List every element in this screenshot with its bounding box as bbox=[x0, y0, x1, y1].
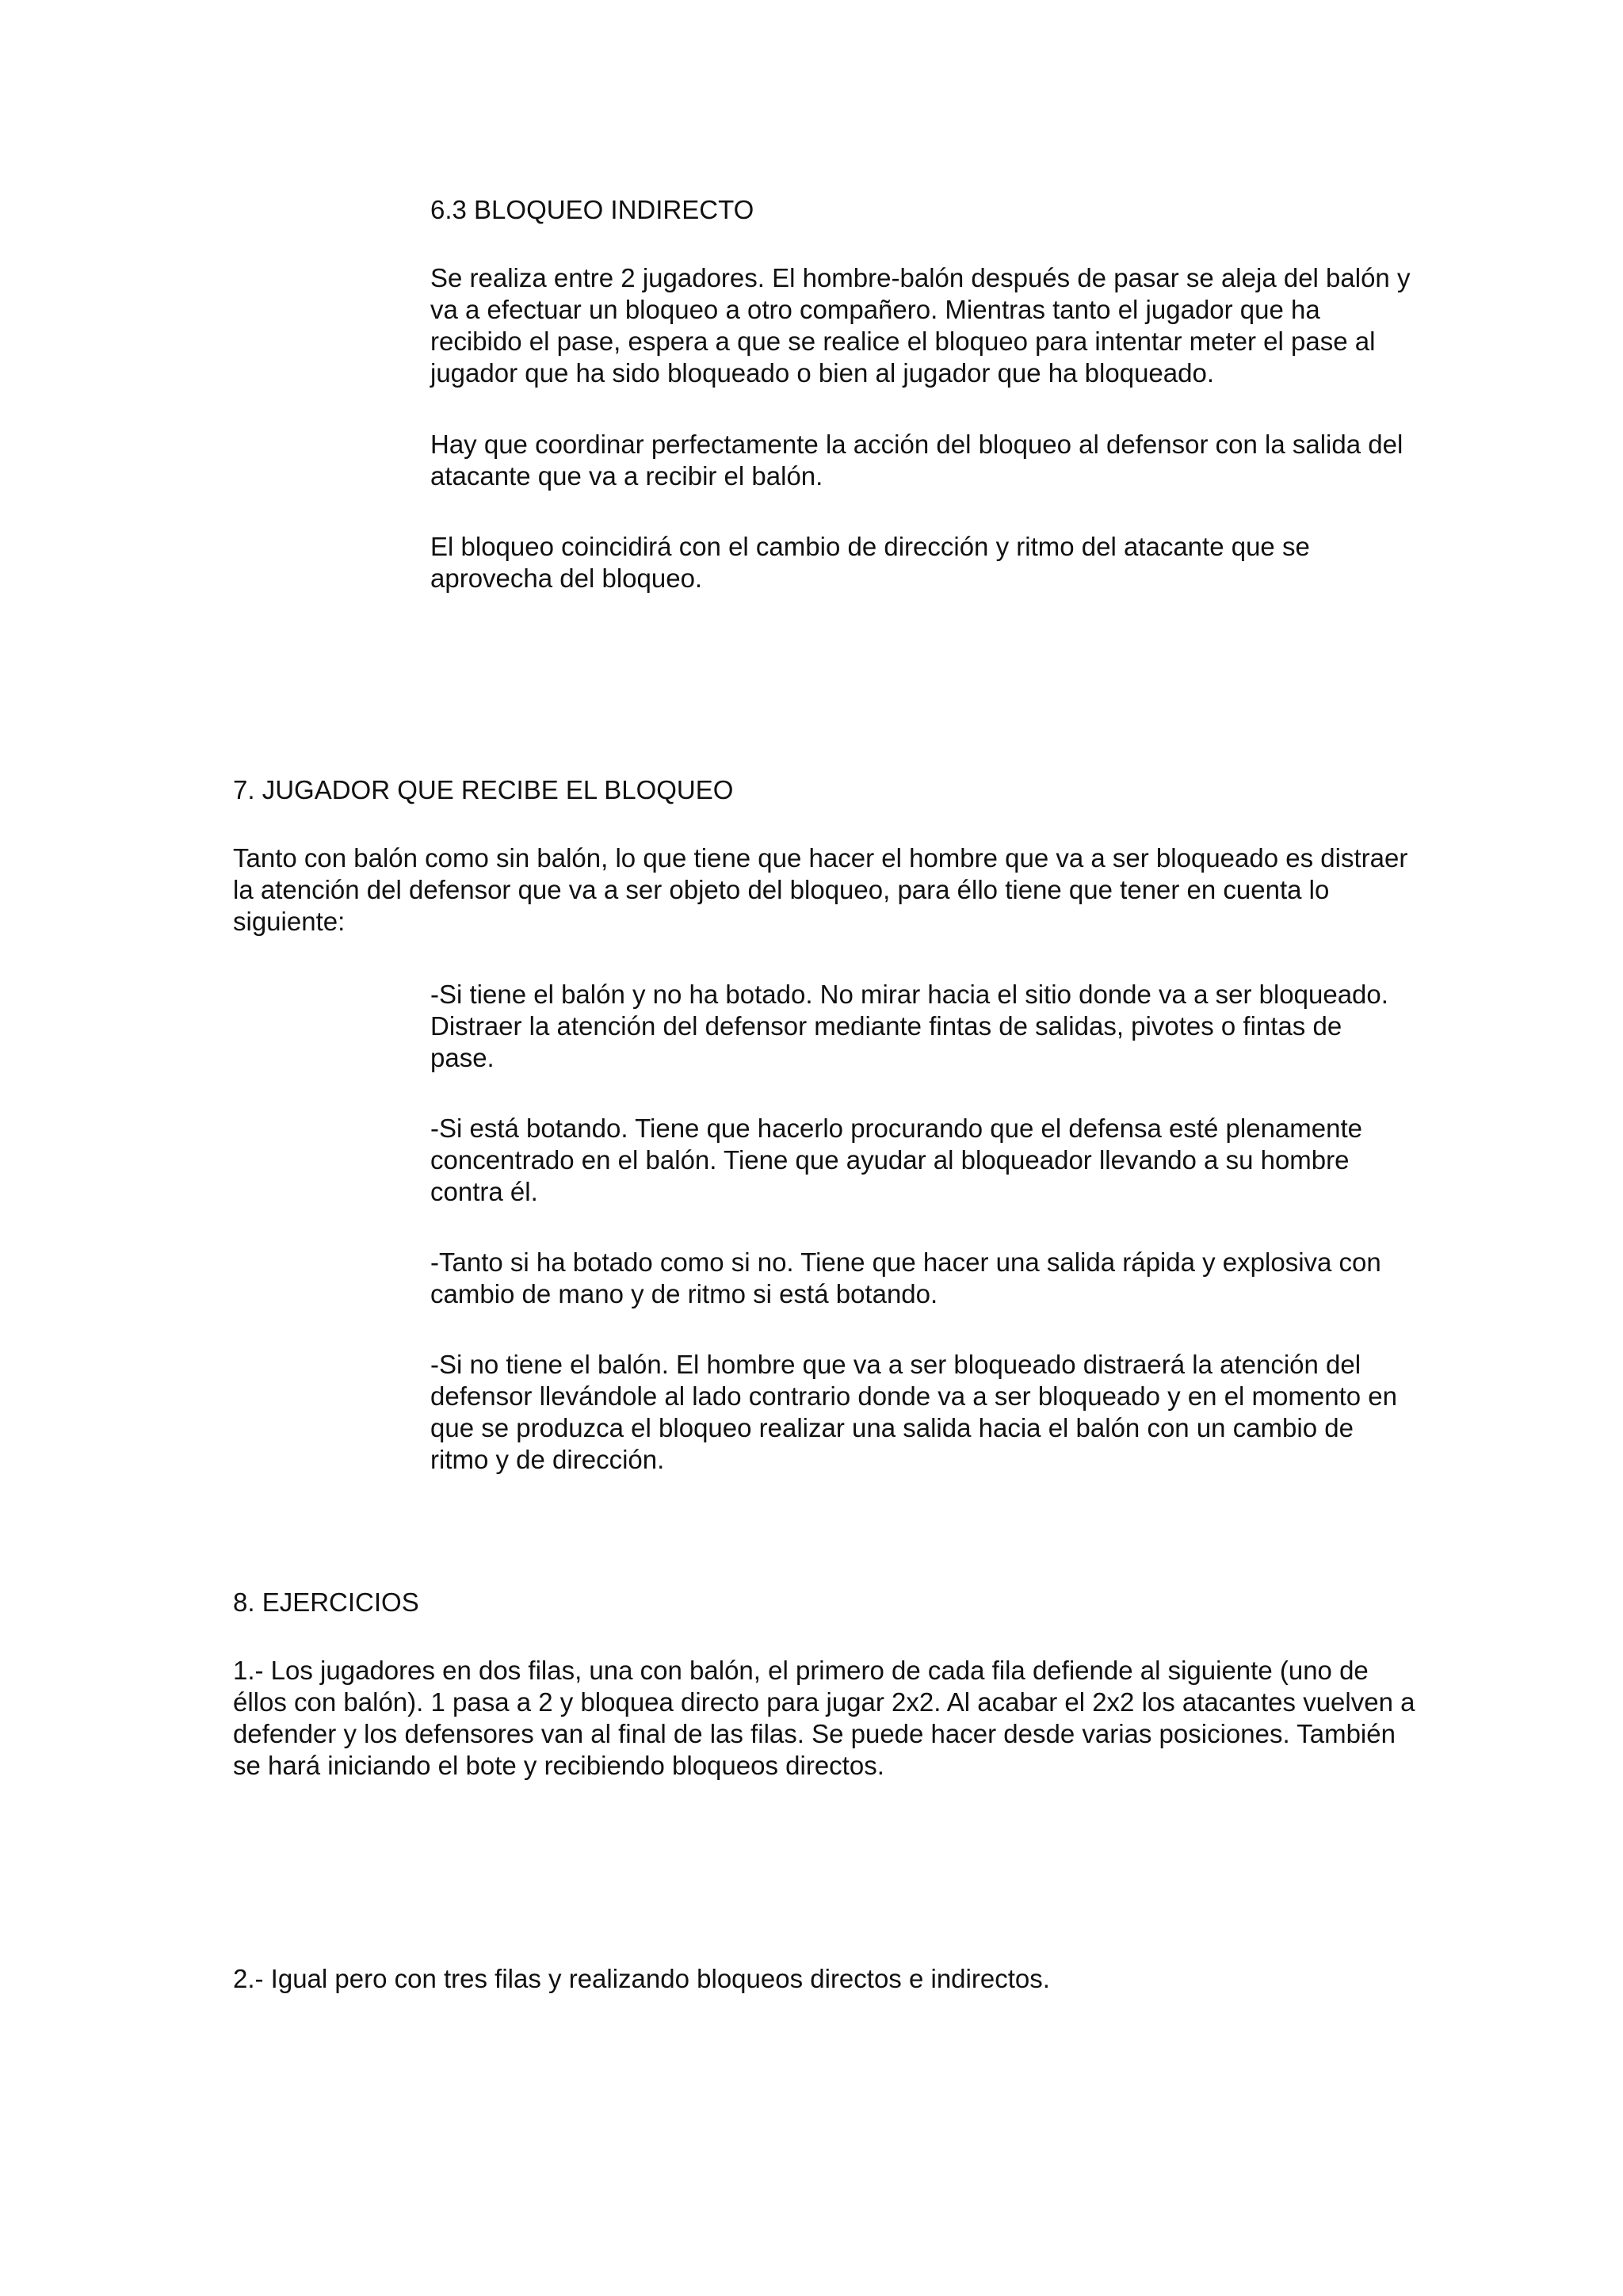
section-7-intro: Tanto con balón como sin balón, lo que tiene que hacer el hombre que va a ser bloqueado es distraer la atención del defensor que va a ser objeto del bloqueo, para éllo tiene que tener en cuenta lo siguiente: bbox=[233, 843, 1408, 936]
section-7-heading: 7. JUGADOR QUE RECIBE EL BLOQUEO bbox=[233, 775, 734, 804]
exercise-2: 2.- Igual pero con tres filas y realizando bloqueos directos e indirectos. bbox=[233, 1964, 1050, 1993]
section-6-3-paragraph-3: El bloqueo coincidirá con el cambio de dirección y ritmo del atacante que se aprovecha del bloqueo. bbox=[430, 532, 1310, 593]
section-8-heading: 8. EJERCICIOS bbox=[233, 1587, 419, 1617]
section-6-3-paragraph-1: Se realiza entre 2 jugadores. El hombre-balón después de pasar se aleja del balón y va a efectuar un bloqueo a otro compañero. Mientras tanto el jugador que ha recibido el pase, espera a que se realice el bloqueo para intentar meter el pase al jugador que ha sido bloqueado o bien al jugador que ha bloqueado. bbox=[430, 263, 1411, 388]
section-7-point-1: -Si tiene el balón y no ha botado. No mirar hacia el sitio donde va a ser bloqueado. Distraer la atención del defensor mediante fintas de salidas, pivotes o fintas de pase. bbox=[430, 980, 1388, 1072]
exercise-1: 1.- Los jugadores en dos filas, una con balón, el primero de cada fila defiende al siguiente (uno de éllos con balón). 1 pasa a 2 y bloquea directo para jugar 2x2. Al acabar el 2x2 los atacantes vuelven a defender y los defensores van al final de las filas. Se puede hacer desde varias posiciones. También se hará iniciando el bote y recibiendo bloqueos directos. bbox=[233, 1656, 1415, 1780]
section-6-3-heading: 6.3 BLOQUEO INDIRECTO bbox=[430, 195, 754, 224]
section-7-point-3: -Tanto si ha botado como si no. Tiene que hacer una salida rápida y explosiva con cambio de mano y de ritmo si está botando. bbox=[430, 1247, 1381, 1308]
section-7-point-2: -Si está botando. Tiene que hacerlo procurando que el defensa esté plenamente concentrado en el balón. Tiene que ayudar al bloqueador llevando a su hombre contra él. bbox=[430, 1114, 1362, 1206]
section-7-point-4: -Si no tiene el balón. El hombre que va a ser bloqueado distraerá la atención del defensor llevándole al lado contrario donde va a ser bloqueado y en el momento en que se produzca el bloqueo realizar una salida hacia el balón con un cambio de ritmo y de dirección. bbox=[430, 1350, 1397, 1474]
section-6-3-paragraph-2: Hay que coordinar perfectamente la acción del bloqueo al defensor con la salida del atacante que va a recibir el balón. bbox=[430, 430, 1403, 491]
